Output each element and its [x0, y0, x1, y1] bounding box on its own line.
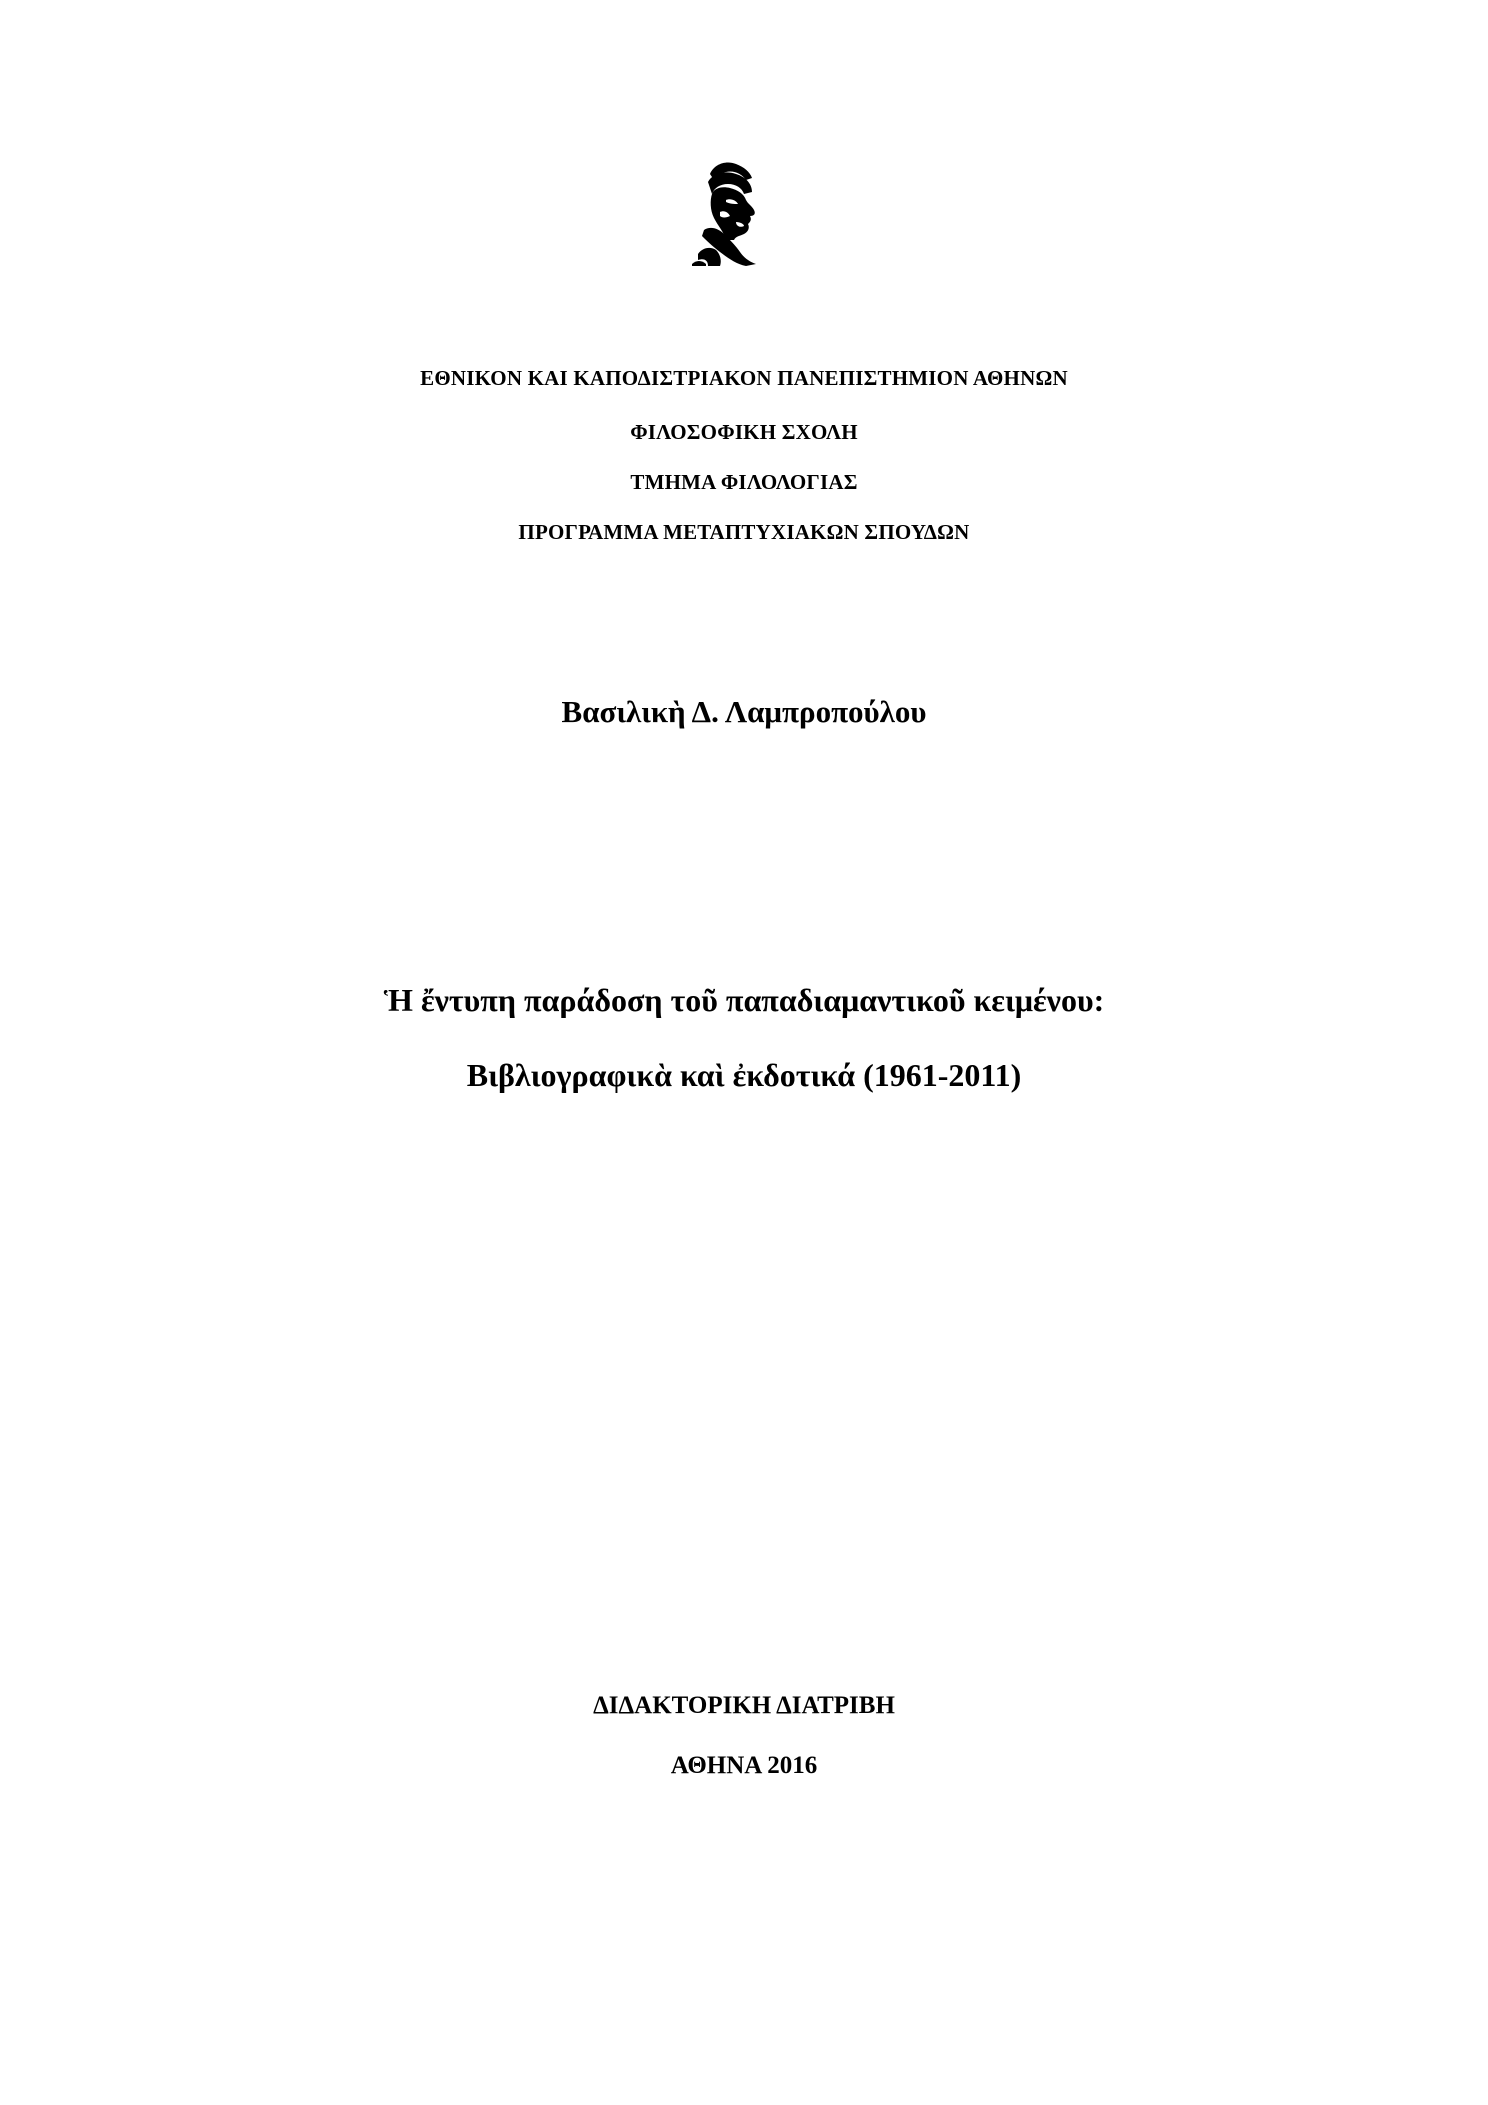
- place-and-year: ΑΘΗΝΑ 2016: [670, 1752, 818, 1779]
- athena-head-emblem-icon: [690, 160, 770, 266]
- thesis-title-line-2: Βιβλιογραφικὰ καὶ ἐκδοτικά (1961-2011): [466, 1057, 1022, 1093]
- program-name: ΠΡΟΓΡΑΜΜΑ ΜΕΤΑΠΤΥΧΙΑΚΩΝ ΣΠΟΥΔΩΝ: [518, 520, 970, 544]
- university-name: ΕΘΝΙΚΟΝ ΚΑΙ ΚΑΠΟΔΙΣΤΡΙΑΚΟΝ ΠΑΝΕΠΙΣΤΗΜΙΟΝ ΑΘΗΝΩΝ: [420, 366, 1068, 390]
- author-name: Βασιλικὴ Δ. Λαμπροπούλου: [561, 694, 927, 729]
- school-name: ΦΙΛΟΣΟΦΙΚΗ ΣΧΟΛΗ: [630, 420, 858, 444]
- thesis-title-line-1: Ἡ ἔντυπη παράδοση τοῦ παπαδιαμαντικοῦ κειμένου:: [383, 982, 1105, 1018]
- document-type: ΔΙΔΑΚΤΟΡΙΚΗ ΔΙΑΤΡΙΒΗ: [593, 1692, 895, 1719]
- department-name: ΤΜΗΜΑ ΦΙΛΟΛΟΓΙΑΣ: [630, 470, 858, 494]
